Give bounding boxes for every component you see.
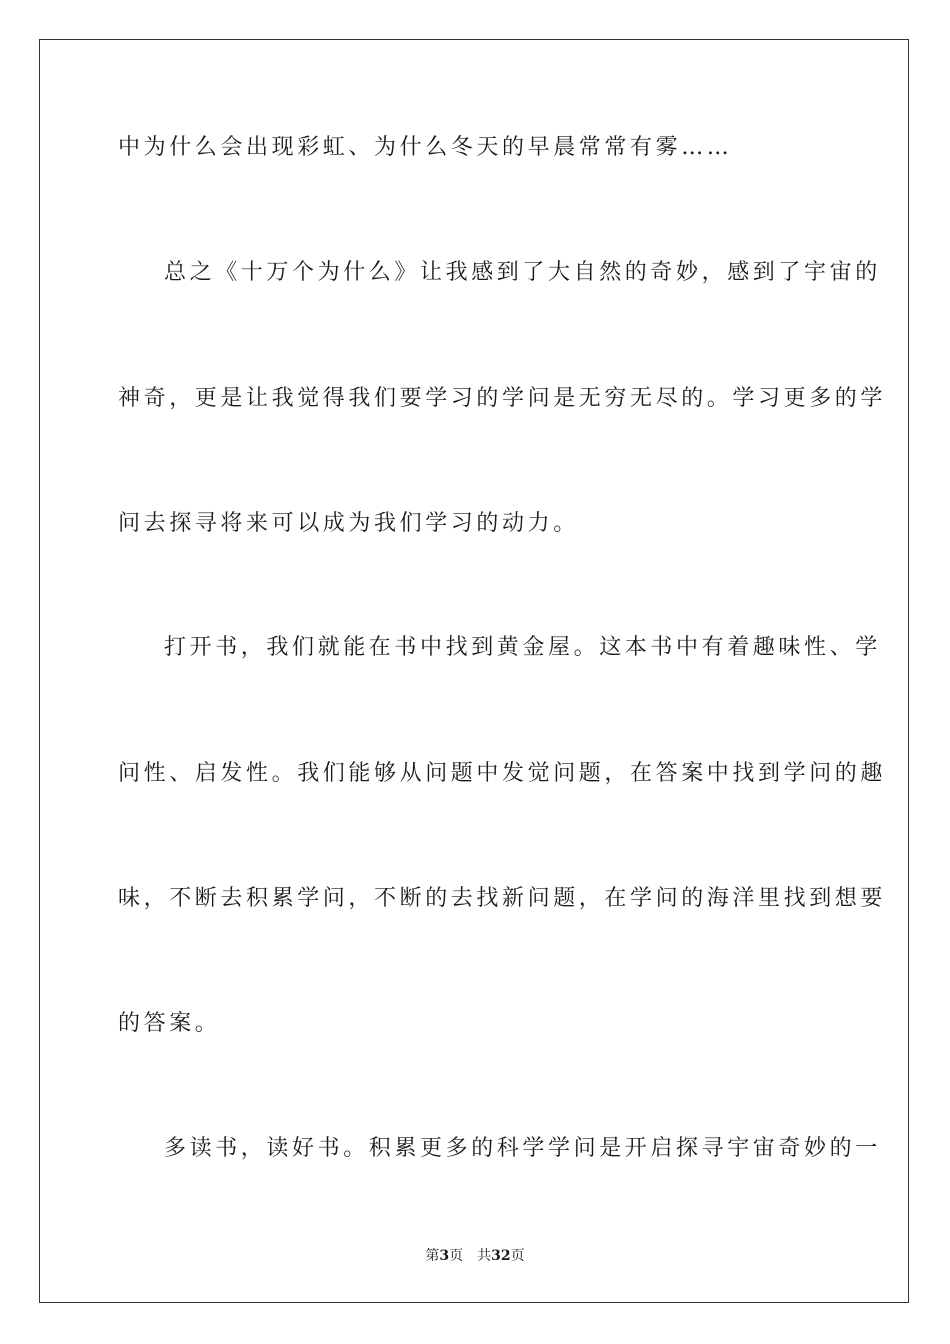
footer-page-number: 3 [439,1248,450,1264]
text-line-8: 的答案。 [118,1011,221,1036]
text-line-2: 总之《十万个为什么》让我感到了大自然的奇妙，感到了宇宙的 [164,260,881,285]
text-line-6: 问性、启发性。我们能够从问题中发觉问题，在答案中找到学问的趣 [118,761,887,786]
text-line-4: 问去探寻将来可以成为我们学习的动力。 [118,511,579,536]
text-line-3: 神奇，更是让我觉得我们要学习的学问是无穷无尽的。学习更多的学 [118,386,887,411]
page-border [39,39,909,1303]
footer-page-suffix: 页 [449,1248,464,1264]
footer-page-prefix: 第 [425,1248,440,1264]
footer-total-prefix: 共 [477,1248,492,1264]
text-line-7: 味，不断去积累学问，不断的去找新问题，在学问的海洋里找到想要 [118,886,887,911]
page-footer [0,1247,950,1265]
footer-total-pages: 32 [491,1248,511,1264]
text-line-5: 打开书，我们就能在书中找到黄金屋。这本书中有着趣味性、学 [164,635,881,660]
text-line-9: 多读书，读好书。积累更多的科学学问是开启探寻宇宙奇妙的一 [164,1136,881,1161]
footer-total-suffix: 页 [510,1248,525,1264]
text-line-1: 中为什么会出现彩虹、为什么冬天的早晨常常有雾…… [118,135,733,160]
